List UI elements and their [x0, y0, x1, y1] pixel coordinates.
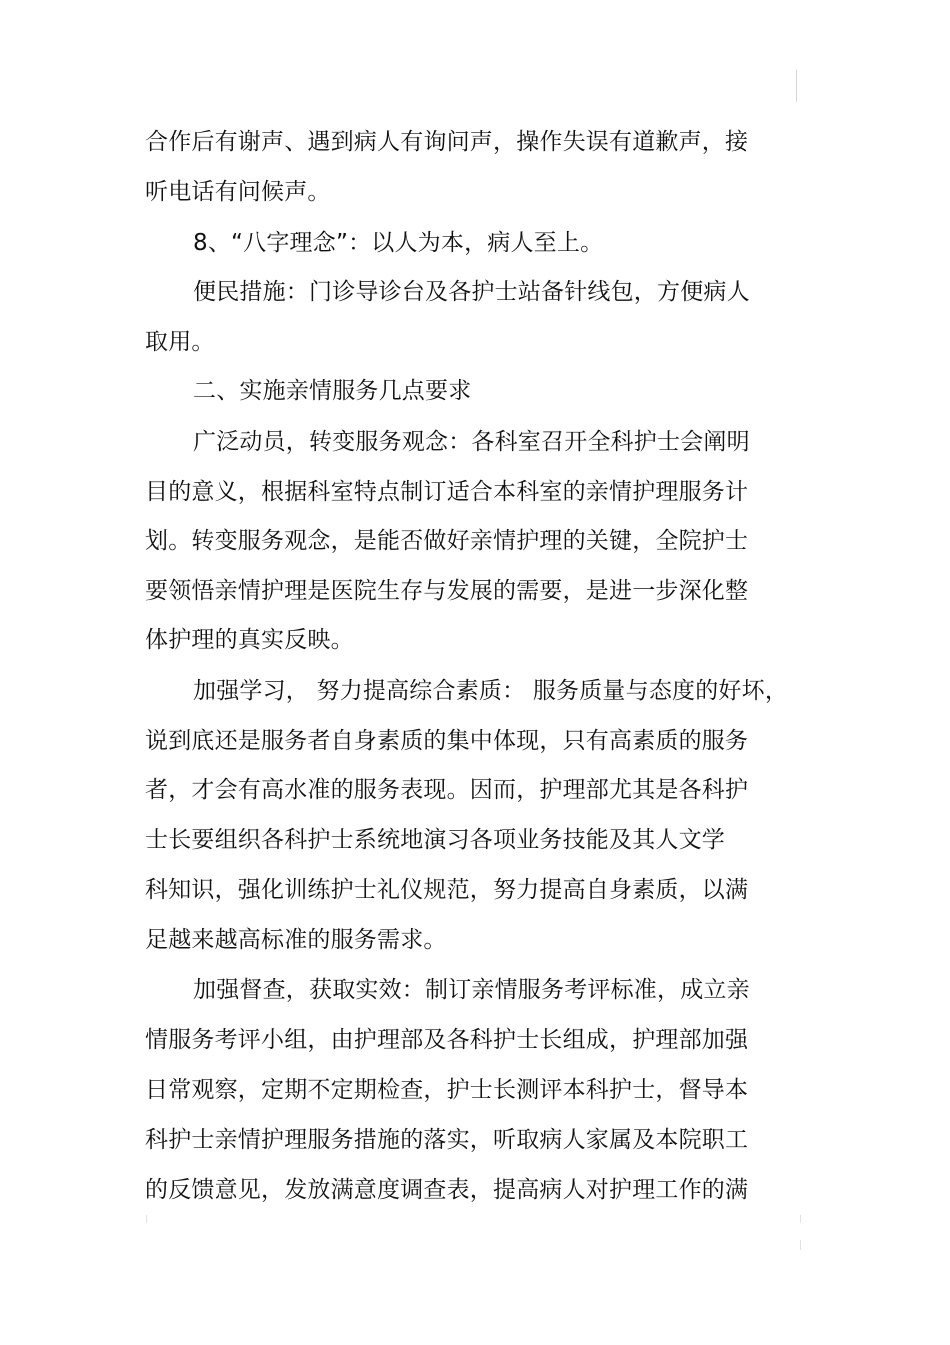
text-line: 取用。	[145, 329, 215, 355]
text-line: 足越来越高标准的服务需求。	[145, 927, 447, 953]
section-heading: 二、实施亲情服务几点要求	[193, 378, 472, 404]
text-line: 划。转变服务观念，是能否做好亲情护理的关键，全院护士	[145, 528, 749, 554]
scan-mark	[146, 1215, 147, 1223]
text-line: 者，才会有高水准的服务表现。因而，护理部尤其是各科护	[145, 777, 749, 803]
text-line: 加强督查，获取实效：制订亲情服务考评标准，成立亲	[193, 977, 750, 1003]
scan-mark	[796, 70, 797, 102]
text-line: 加强学习， 努力提高综合素质： 服务质量与态度的好坏，	[193, 678, 789, 704]
text-line: 听电话有问候声。	[145, 179, 331, 205]
text-line: 8、“八字理念”：以人为本，病人至上。	[193, 230, 604, 256]
text-line: 科护士亲情护理服务措施的落实，听取病人家属及本院职工	[145, 1127, 749, 1153]
text-line: 目的意义，根据科室特点制订适合本科室的亲情护理服务计	[145, 479, 749, 505]
text-line: 合作后有谢声、遇到病人有询问声，操作失误有道歉声，接	[145, 129, 749, 155]
text-line: 士长要组织各科护士系统地演习各项业务技能及其人文学	[145, 827, 725, 853]
scan-mark	[800, 1240, 801, 1250]
text-line: 便民措施：门诊导诊台及各护士站备针线包，方便病人	[193, 279, 750, 305]
text-line: 的反馈意见，发放满意度调查表，提高病人对护理工作的满	[145, 1177, 749, 1203]
text-line: 情服务考评小组，由护理部及各科护士长组成，护理部加强	[145, 1027, 749, 1053]
text-line: 要领悟亲情护理是医院生存与发展的需要，是进一步深化整	[145, 578, 749, 604]
scan-mark	[800, 1215, 801, 1223]
text-line: 说到底还是服务者自身素质的集中体现，只有高素质的服务	[145, 728, 749, 754]
text-line: 日常观察，定期不定期检查，护士长测评本科护士，督导本	[145, 1077, 749, 1103]
text-line: 体护理的真实反映。	[145, 627, 354, 653]
text-line: 科知识，强化训练护士礼仪规范，努力提高自身素质，以满	[145, 877, 749, 903]
text-line: 广泛动员，转变服务观念：各科室召开全科护士会阐明	[193, 429, 750, 455]
